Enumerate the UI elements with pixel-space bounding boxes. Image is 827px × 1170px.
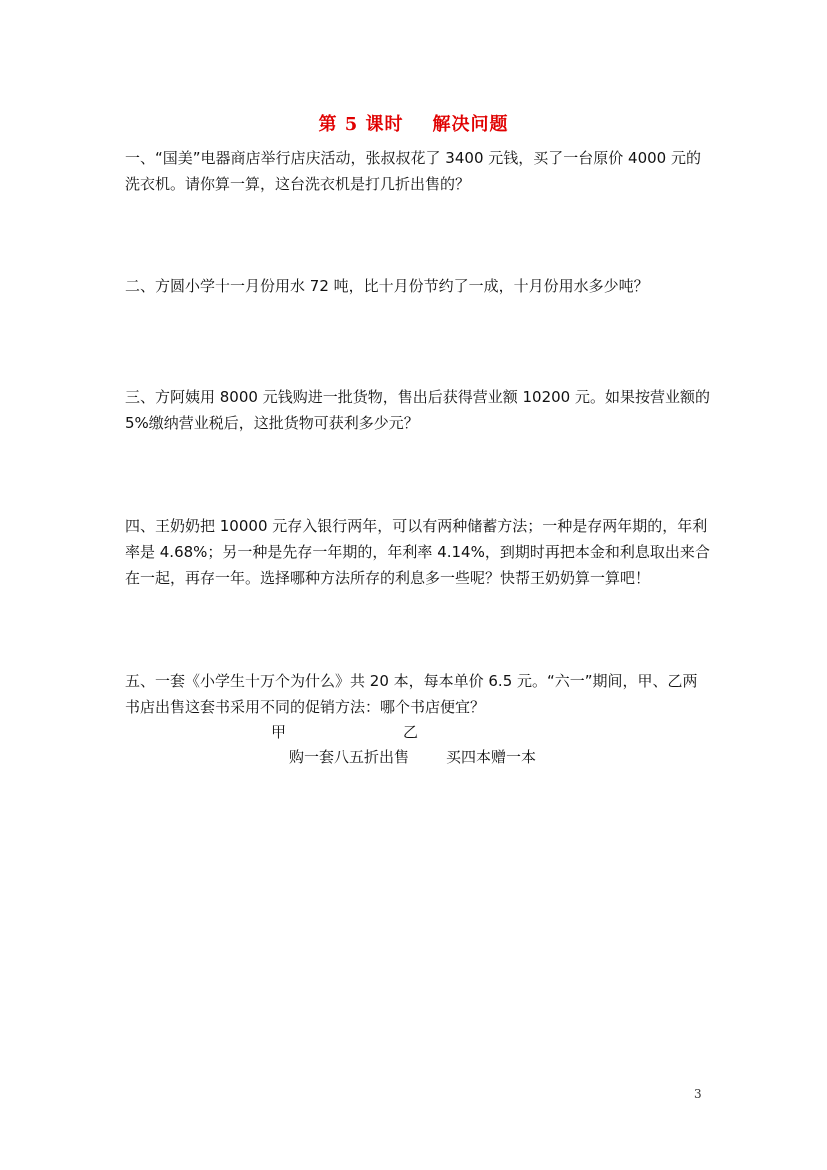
- question-4: 四、王奶奶把 10000 元存入银行两年，可以有两种储蓄方法；一种是存两年期的，年利率是 4.68%；另一种是先存一年期的，年利率 4.14%，到期时再把本金和利息取出来合在一起，再存一年。选择哪种方法所存的利息多一些呢？快帮王奶奶算一算吧！: [125, 517, 710, 587]
- store-jia-label: 甲: [271, 723, 287, 741]
- store-jia-method: 购一套八五折出售: [289, 748, 410, 766]
- question-1: 一、“国美”电器商店举行店庆活动，张叔叔花了 3400 元钱，买了一台原价 4000 元的洗衣机。请你算一算，这台洗衣机是打几折出售的？: [125, 149, 701, 193]
- store-yi-method: 买四本赠一本: [446, 748, 537, 766]
- question-3: 三、方阿姨用 8000 元钱购进一批货物，售出后获得营业额 10200 元。如果按营业额的 5%缴纳营业税后，这批货物可获利多少元？: [125, 388, 710, 432]
- page-title: 第 5 课时 解决问题: [318, 114, 509, 135]
- store-yi-label: 乙: [403, 723, 419, 741]
- question-2: 二、方圆小学十一月份用水 72 吨，比十月份节约了一成，十月份用水多少吨？: [125, 277, 649, 295]
- page-number: 3: [694, 1087, 702, 1101]
- question-5: 五、一套《小学生十万个为什么》共 20 本，每本单价 6.5 元。“六一”期间，甲、乙两书店出售这套书采用不同的促销方法：哪个书店便宜？: [125, 672, 698, 716]
